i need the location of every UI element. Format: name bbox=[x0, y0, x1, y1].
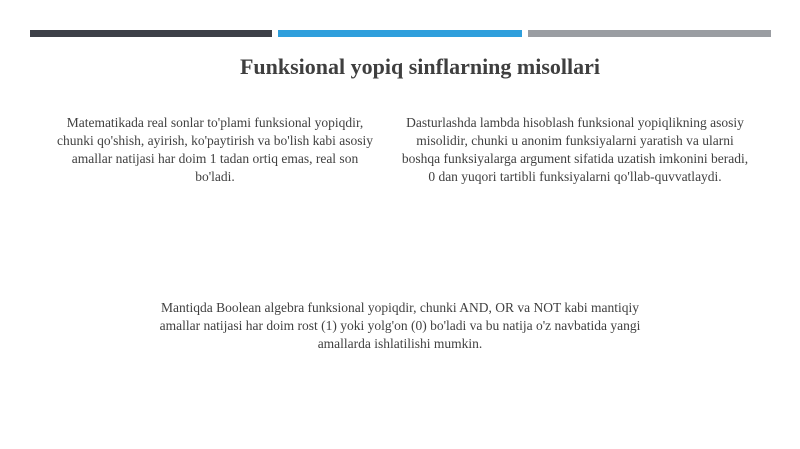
decoration-bar-blue bbox=[278, 30, 522, 37]
paragraph-boolean-algebra: Mantiqda Boolean algebra funksional yopiqdir, chunki AND, OR va NOT kabi mantiqiy amallar natijasi har doim rost (1) yoki yolg'on (0) bo'ladi va bu natija o'z navbatida yangi amallarda ishlatilishi mumkin. bbox=[159, 300, 641, 351]
decoration-bar-dark bbox=[30, 30, 272, 37]
paragraph-real-numbers: Matematikada real sonlar to'plami funksional yopiqdir, chunki qo'shish, ayirish, ko'paytirish va bo'lish kabi asosiy amallar natijasi har doim 1 tadan ortiq emas, real son bo'ladi. bbox=[57, 115, 373, 184]
slide-title: Funksional yopiq sinflarning misollari bbox=[239, 54, 601, 79]
decoration-bar-gray bbox=[528, 30, 771, 37]
paragraph-lambda-calculus: Dasturlashda lambda hisoblash funksional yopiqlikning asosiy misolidir, chunki u anonim funksiyalarni yaratish va ularni boshqa funksiyalarga argument sifatida uzatish imkonini beradi, 0 dan yuqori tartibli funksiyalarni qo'llab-quvvatlaydi. bbox=[401, 115, 749, 184]
header-decoration-bars bbox=[30, 30, 771, 38]
